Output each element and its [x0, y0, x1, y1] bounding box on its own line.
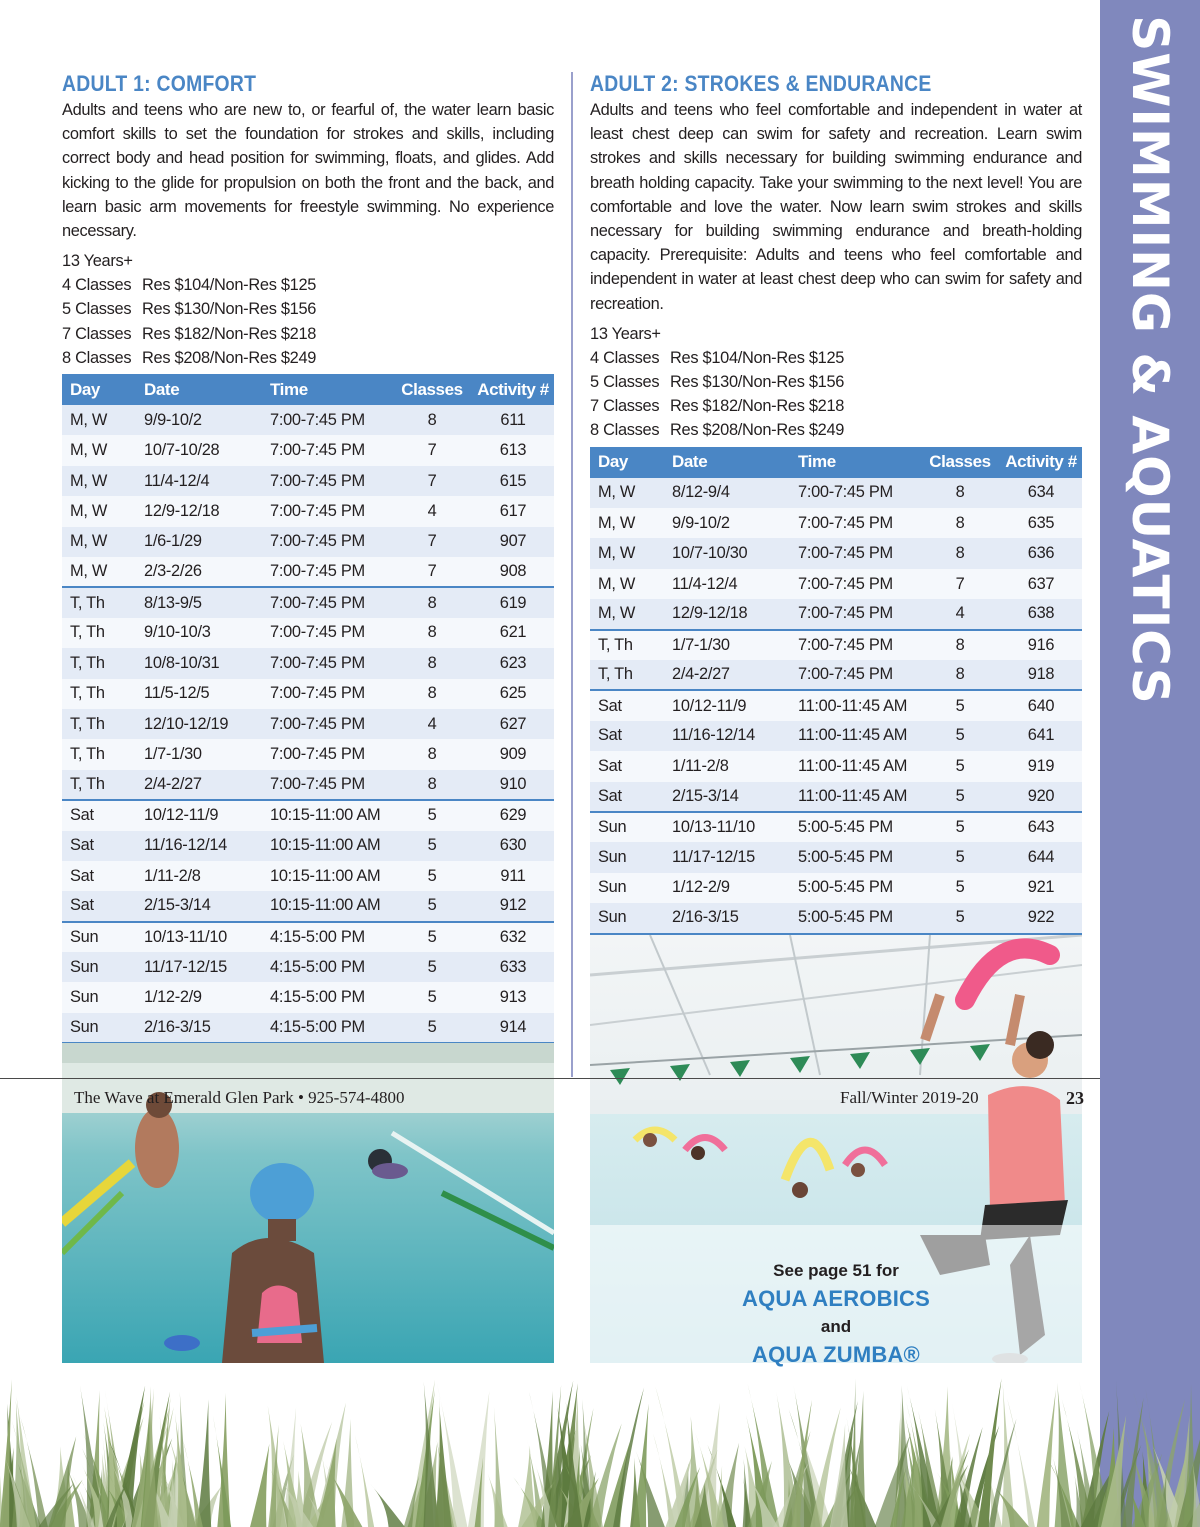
cell-day: Sun — [70, 1018, 99, 1037]
cell-activity: 918 — [1027, 665, 1055, 684]
cell-activity: 635 — [1027, 513, 1055, 532]
cell-activity: 909 — [499, 745, 527, 764]
table-row — [62, 952, 554, 982]
cell-day: T, Th — [70, 684, 105, 703]
cell-date: 11/16-12/14 — [144, 836, 227, 855]
cell-classes: 5 — [920, 690, 1000, 720]
cell-activity: 634 — [1027, 483, 1055, 502]
table-row — [590, 660, 1082, 690]
cell-day: Sun — [70, 957, 99, 976]
price-classes: 5 Classes — [590, 373, 660, 392]
table-row — [62, 770, 554, 800]
promo-aqua-zumba: AQUA ZUMBA® — [752, 1342, 920, 1367]
cell-day: Sat — [590, 690, 664, 720]
table-row — [62, 496, 554, 526]
cell-day: T, Th — [70, 774, 105, 793]
cell-time: 10:15-11:00 AM — [270, 866, 381, 885]
cell-time: 7:00-7:45 PM — [270, 653, 365, 672]
cell-activity: 611 — [500, 410, 526, 429]
cell-classes: 5 — [920, 812, 1000, 842]
cell-time: 10:15-11:00 AM — [270, 836, 381, 855]
header-day: Day — [70, 379, 100, 399]
cell-activity: 643 — [1000, 812, 1082, 842]
cell-time: 7:00-7:45 PM — [270, 532, 365, 551]
cell-day: Sun — [62, 922, 136, 952]
cell-time: 5:00-5:45 PM — [798, 848, 893, 867]
cell-date: 1/7-1/30 — [144, 745, 202, 764]
table-row — [590, 538, 1082, 568]
cell-time: 11:00-11:45 AM — [790, 690, 920, 720]
table-row — [62, 800, 554, 830]
cell-date: 12/10-12/19 — [144, 714, 229, 733]
price-row — [590, 370, 1082, 394]
cell-activity: 617 — [499, 501, 527, 520]
cell-day: T, Th — [70, 714, 105, 733]
footer-season: Fall/Winter 2019-20 — [840, 1088, 979, 1107]
table-row — [62, 922, 554, 952]
cell-activity: 625 — [499, 684, 527, 703]
cell-date: 2/15-3/14 — [144, 896, 211, 915]
cell-activity: 633 — [499, 957, 527, 976]
cell-day: M, W — [70, 532, 108, 551]
cell-classes: 7 — [427, 441, 437, 460]
table-row — [62, 739, 554, 769]
cell-classes: 4 — [427, 501, 437, 520]
cell-classes: 8 — [427, 653, 437, 672]
cell-activity: 910 — [499, 774, 527, 793]
cell-classes: 4 — [955, 604, 965, 623]
cell-date: 9/9-10/2 — [144, 410, 202, 429]
cell-activity: 638 — [1027, 604, 1055, 623]
cell-classes: 7 — [427, 532, 437, 551]
table-header-row — [62, 374, 554, 405]
cell-activity: 922 — [1027, 908, 1055, 927]
table-row — [590, 690, 1082, 720]
cell-day: Sat — [62, 800, 136, 830]
price-row — [590, 418, 1082, 442]
cell-day: Sun — [598, 878, 627, 897]
page-number: 23 — [1066, 1088, 1084, 1108]
cell-classes: 8 — [392, 587, 472, 617]
adult1-schedule-table — [62, 374, 554, 1044]
cell-time: 11:00-11:45 AM — [798, 786, 908, 805]
column-divider — [571, 72, 573, 1077]
cell-activity: 912 — [499, 896, 527, 915]
table-row — [62, 648, 554, 678]
cell-classes: 8 — [427, 623, 437, 642]
price-amount: Res $182/Non-Res $218 — [142, 324, 317, 343]
table-row — [590, 782, 1082, 812]
cell-date: 11/4-12/4 — [144, 471, 210, 490]
adult1-description: Adults and teens who are new to, or fearful of, the water learn basic comfort skills to set the foundation for strokes and skills, including correct body and head position for swimming, floats, and glides. Add kicking to the glide for propulsion on both the front and the back, and learn basic arm movements for freestyle swimming. No experience necessary. — [62, 101, 554, 241]
cell-activity: 921 — [1027, 878, 1055, 897]
cell-classes: 5 — [955, 848, 965, 867]
cell-time: 7:00-7:45 PM — [270, 501, 365, 520]
section-sidebar-title: SWIMMING & AQUATICS — [1121, 15, 1179, 705]
price-amount: Res $182/Non-Res $218 — [670, 397, 845, 416]
cell-activity: 637 — [1027, 574, 1055, 593]
table-row — [62, 831, 554, 861]
cell-time: 4:15-5:00 PM — [270, 957, 365, 976]
header-date: Date — [144, 379, 180, 399]
table-row — [62, 891, 554, 921]
table-row — [62, 618, 554, 648]
cell-date: 2/16-3/15 — [672, 908, 739, 927]
price-amount: Res $104/Non-Res $125 — [670, 348, 845, 367]
price-amount: Res $208/Non-Res $249 — [670, 421, 845, 440]
cell-day: M, W — [598, 604, 636, 623]
cell-date: 10/12-11/9 — [664, 690, 790, 720]
cell-day: Sun — [598, 848, 627, 867]
cell-date: 11/5-12/5 — [144, 684, 210, 703]
table-row — [590, 478, 1082, 508]
table-row — [62, 679, 554, 709]
price-classes: 8 Classes — [590, 421, 660, 440]
cell-classes: 5 — [955, 878, 965, 897]
cell-day: M, W — [70, 441, 108, 460]
cell-date: 2/4-2/27 — [144, 774, 202, 793]
grass-blade — [1037, 1390, 1056, 1527]
cell-time: 7:00-7:45 PM — [798, 513, 893, 532]
cell-date: 10/8-10/31 — [144, 653, 220, 672]
cell-day: M, W — [70, 501, 108, 520]
cell-time: 7:00-7:45 PM — [798, 544, 893, 563]
cell-date: 1/11-2/8 — [144, 866, 201, 885]
adult2-section — [590, 72, 1082, 935]
cell-time: 4:15-5:00 PM — [262, 922, 392, 952]
table-row — [62, 405, 554, 435]
cell-activity: 914 — [499, 1018, 527, 1037]
cell-date: 1/6-1/29 — [144, 532, 202, 551]
cell-classes: 8 — [427, 745, 437, 764]
cell-classes: 5 — [955, 786, 965, 805]
cell-classes: 5 — [955, 726, 965, 745]
cell-time: 5:00-5:45 PM — [790, 812, 920, 842]
cell-date: 11/4-12/4 — [672, 574, 738, 593]
cell-classes: 5 — [427, 988, 437, 1007]
cell-activity: 632 — [472, 922, 554, 952]
cell-date: 11/17-12/15 — [672, 848, 755, 867]
cell-classes: 5 — [427, 896, 437, 915]
cell-activity: 640 — [1000, 690, 1082, 720]
adult1-prices — [62, 273, 554, 370]
cell-time: 7:00-7:45 PM — [798, 604, 893, 623]
cell-activity: 623 — [499, 653, 527, 672]
header-classes: Classes — [401, 379, 463, 399]
table-row — [62, 982, 554, 1012]
cell-day: T, Th — [590, 630, 664, 660]
grass-blade — [197, 1399, 211, 1527]
cell-date: 1/12-2/9 — [672, 878, 730, 897]
cell-day: M, W — [70, 471, 108, 490]
cell-day: M, W — [70, 562, 108, 581]
adult2-prices — [590, 346, 1082, 443]
cell-time: 7:00-7:45 PM — [270, 714, 365, 733]
cell-day: T, Th — [70, 745, 105, 764]
price-classes: 5 Classes — [62, 300, 132, 319]
table-row — [62, 435, 554, 465]
cell-day: T, Th — [70, 653, 105, 672]
price-amount: Res $208/Non-Res $249 — [142, 348, 317, 367]
header-time: Time — [798, 452, 836, 472]
cell-date: 1/12-2/9 — [144, 988, 202, 1007]
cell-activity: 613 — [499, 441, 527, 460]
cell-classes: 5 — [392, 800, 472, 830]
table-row — [62, 527, 554, 557]
cell-time: 7:00-7:45 PM — [798, 483, 893, 502]
cell-date: 11/16-12/14 — [672, 726, 755, 745]
price-row — [590, 346, 1082, 370]
promo-see-page: See page 51 for — [773, 1261, 899, 1280]
table-row — [590, 903, 1082, 933]
cell-activity: 920 — [1027, 786, 1055, 805]
cell-date: 2/16-3/15 — [144, 1018, 211, 1037]
price-row — [62, 297, 554, 321]
cell-time: 7:00-7:45 PM — [790, 630, 920, 660]
table-row — [62, 709, 554, 739]
header-activity: Activity # — [1005, 452, 1077, 472]
price-amount: Res $130/Non-Res $156 — [142, 300, 317, 319]
header-date: Date — [672, 452, 708, 472]
cell-activity: 919 — [1027, 756, 1055, 775]
table-row — [590, 812, 1082, 842]
table-row — [62, 466, 554, 496]
cell-day: M, W — [598, 574, 636, 593]
cell-activity: 629 — [472, 800, 554, 830]
price-row — [62, 273, 554, 297]
cell-date: 2/4-2/27 — [672, 665, 730, 684]
cell-date: 8/13-9/5 — [136, 587, 262, 617]
price-classes: 8 Classes — [62, 348, 132, 367]
table-row — [590, 751, 1082, 781]
price-classes: 7 Classes — [590, 397, 660, 416]
footer-rule — [0, 1078, 1100, 1079]
cell-time: 7:00-7:45 PM — [270, 745, 365, 764]
price-amount: Res $130/Non-Res $156 — [670, 373, 845, 392]
cell-day: M, W — [70, 410, 108, 429]
cell-date: 9/10-10/3 — [144, 623, 211, 642]
cell-classes: 8 — [955, 483, 965, 502]
header-time: Time — [270, 379, 308, 399]
table-row — [590, 569, 1082, 599]
adult2-title: ADULT 2: STROKES & ENDURANCE — [590, 71, 932, 96]
table-row — [62, 1013, 554, 1043]
cell-time: 7:00-7:45 PM — [270, 410, 365, 429]
cell-day: Sat — [598, 726, 622, 745]
cell-time: 11:00-11:45 AM — [798, 726, 908, 745]
cell-time: 7:00-7:45 PM — [270, 684, 365, 703]
cell-day: T, Th — [62, 587, 136, 617]
cell-day: T, Th — [598, 665, 633, 684]
header-classes: Classes — [929, 452, 991, 472]
cell-day: Sun — [598, 908, 627, 927]
cell-date: 1/7-1/30 — [664, 630, 790, 660]
cell-time: 7:00-7:45 PM — [262, 587, 392, 617]
cell-date: 12/9-12/18 — [144, 501, 220, 520]
cell-date: 9/9-10/2 — [672, 513, 730, 532]
price-row — [62, 346, 554, 370]
cell-date: 2/3-2/26 — [144, 562, 202, 581]
cell-date: 10/13-11/10 — [664, 812, 790, 842]
header-day: Day — [598, 452, 628, 472]
cell-date: 11/17-12/15 — [144, 957, 227, 976]
cell-time: 7:00-7:45 PM — [270, 562, 365, 581]
table-row — [62, 587, 554, 617]
cell-day: Sat — [70, 866, 94, 885]
cell-activity: 916 — [1000, 630, 1082, 660]
table-row — [62, 557, 554, 587]
price-classes: 4 Classes — [62, 276, 132, 295]
cell-classes: 5 — [427, 866, 437, 885]
header-activity: Activity # — [477, 379, 549, 399]
cell-classes: 4 — [427, 714, 437, 733]
cell-activity: 615 — [499, 471, 527, 490]
adult1-title: ADULT 1: COMFORT — [62, 71, 257, 96]
cell-date: 10/12-11/9 — [136, 800, 262, 830]
cell-activity: 907 — [499, 532, 527, 551]
cell-time: 7:00-7:45 PM — [270, 471, 365, 490]
table-row — [590, 599, 1082, 629]
cell-day: M, W — [598, 483, 636, 502]
cell-time: 10:15-11:00 AM — [270, 896, 381, 915]
cell-classes: 5 — [427, 1018, 437, 1037]
cell-classes: 8 — [920, 630, 1000, 660]
table-row — [62, 861, 554, 891]
cell-classes: 7 — [427, 471, 437, 490]
cell-date: 8/12-9/4 — [672, 483, 730, 502]
cell-classes: 8 — [427, 684, 437, 703]
cell-activity: 908 — [499, 562, 527, 581]
cell-time: 11:00-11:45 AM — [798, 756, 908, 775]
table-row — [590, 721, 1082, 751]
cell-activity: 641 — [1027, 726, 1055, 745]
cell-date: 10/7-10/28 — [144, 441, 220, 460]
cell-time: 7:00-7:45 PM — [270, 623, 365, 642]
cell-activity: 627 — [499, 714, 527, 733]
table-row — [590, 508, 1082, 538]
cell-classes: 8 — [955, 665, 965, 684]
cell-date: 12/9-12/18 — [672, 604, 748, 623]
cell-classes: 5 — [392, 922, 472, 952]
cell-activity: 911 — [500, 866, 526, 885]
adult2-description: Adults and teens who feel comfortable and independent in water at least chest deep can swim for safety and recreation. Learn swim strokes and skills necessary for building swimming endurance and breath holding capacity. Take your swimming to the next level! You are comfortable and love the water. Now learn swim strokes and skills necessary for building swimming endurance and breath-holding capacity. Prerequisite: Adults and teens who feel comfortable and independent in water at least chest deep who can swim for safety and recreation. — [590, 101, 1082, 313]
cell-activity: 619 — [472, 587, 554, 617]
cell-classes: 8 — [427, 774, 437, 793]
grass-blades — [0, 1378, 1200, 1527]
cell-time: 7:00-7:45 PM — [798, 665, 893, 684]
cell-date: 10/7-10/30 — [672, 544, 748, 563]
adult1-table-body — [62, 405, 554, 1043]
cell-time: 7:00-7:45 PM — [798, 574, 893, 593]
cell-day: T, Th — [70, 623, 105, 642]
cell-date: 10/13-11/10 — [136, 922, 262, 952]
grass-blade — [370, 1484, 405, 1527]
cell-date: 1/11-2/8 — [672, 756, 729, 775]
adult2-schedule-table — [590, 447, 1082, 935]
price-classes: 4 Classes — [590, 348, 660, 367]
cell-classes: 8 — [955, 513, 965, 532]
adult2-age: 13 Years+ — [590, 324, 661, 343]
cell-classes: 5 — [955, 756, 965, 775]
cell-day: Sun — [590, 812, 664, 842]
cell-classes: 5 — [427, 957, 437, 976]
cell-day: Sat — [70, 836, 94, 855]
cell-day: Sat — [598, 756, 622, 775]
cell-day: M, W — [598, 544, 636, 563]
cell-time: 5:00-5:45 PM — [798, 908, 893, 927]
promo-and: and — [820, 1317, 852, 1336]
table-row — [590, 842, 1082, 872]
cell-classes: 8 — [427, 410, 437, 429]
cell-classes: 7 — [427, 562, 437, 581]
cell-classes: 8 — [955, 544, 965, 563]
adult1-section — [62, 72, 554, 1044]
cell-time: 7:00-7:45 PM — [270, 774, 365, 793]
grass-blade — [435, 1406, 452, 1527]
cell-date: 2/15-3/14 — [672, 786, 739, 805]
promo-aqua-aerobics: AQUA AEROBICS — [742, 1286, 930, 1311]
cell-day: M, W — [598, 513, 636, 532]
adult1-age: 13 Years+ — [62, 252, 133, 271]
cell-time: 4:15-5:00 PM — [270, 1018, 365, 1037]
grass-blade — [250, 1444, 269, 1527]
grass-decoration — [0, 1108, 1200, 1527]
price-row — [62, 322, 554, 346]
cell-time: 10:15-11:00 AM — [262, 800, 392, 830]
table-row — [590, 630, 1082, 660]
cell-time: 5:00-5:45 PM — [798, 878, 893, 897]
adult2-table-body — [590, 478, 1082, 934]
cell-time: 7:00-7:45 PM — [270, 441, 365, 460]
cell-day: Sun — [70, 988, 99, 1007]
footer-venue: The Wave at Emerald Glen Park • 925-574-4800 — [74, 1088, 405, 1107]
price-row — [590, 394, 1082, 418]
grass-blade — [355, 1435, 374, 1527]
cell-day: Sat — [598, 786, 622, 805]
cell-activity: 913 — [499, 988, 527, 1007]
cell-activity: 644 — [1027, 848, 1055, 867]
cell-classes: 5 — [955, 908, 965, 927]
cell-classes: 7 — [955, 574, 965, 593]
table-header-row — [590, 447, 1082, 478]
cell-activity: 636 — [1027, 544, 1055, 563]
cell-time: 4:15-5:00 PM — [270, 988, 365, 1007]
table-row — [590, 873, 1082, 903]
cell-activity: 630 — [499, 836, 527, 855]
price-classes: 7 Classes — [62, 324, 132, 343]
cell-day: Sat — [70, 896, 94, 915]
cell-activity: 621 — [499, 623, 527, 642]
cell-classes: 5 — [427, 836, 437, 855]
price-amount: Res $104/Non-Res $125 — [142, 276, 317, 295]
